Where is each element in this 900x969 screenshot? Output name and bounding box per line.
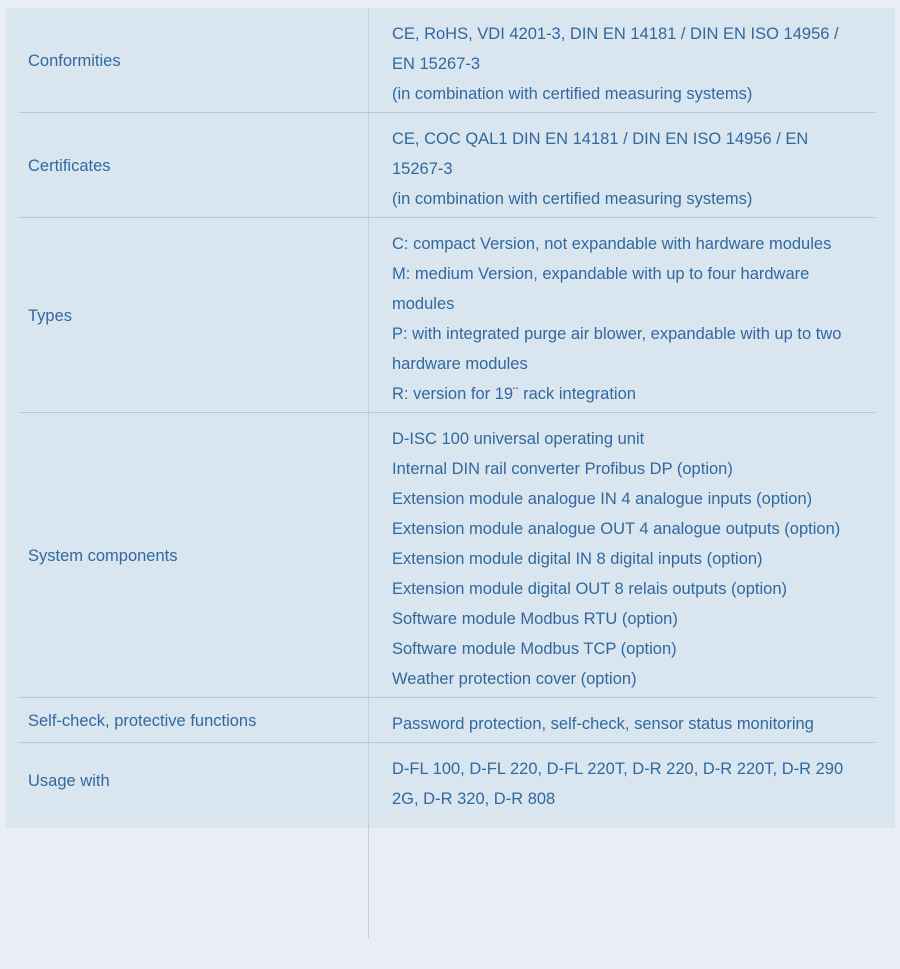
spec-line: CE, COC QAL1 DIN EN 14181 / DIN EN ISO 14956 / EN 15267-3 (392, 130, 809, 178)
spec-value (368, 743, 895, 818)
spec-line: Extension module analogue IN 4 analogue inputs (option) (392, 490, 813, 508)
spec-label: System components (28, 546, 178, 565)
spec-row-conformities (6, 8, 895, 113)
spec-line: (in combination with certified measuring systems) (392, 85, 753, 103)
spec-value (368, 218, 895, 413)
spec-label: Self-check, protective functions (28, 711, 257, 730)
spec-line: CE, RoHS, VDI 4201-3, DIN EN 14181 / DIN EN ISO 14956 / EN 15267-3 (392, 25, 839, 73)
spec-value (368, 113, 895, 218)
spec-line: Software module Modbus TCP (option) (392, 640, 677, 658)
spec-line: Extension module digital OUT 8 relais outputs (option) (392, 580, 787, 598)
spec-line: R: version for 19¨ rack integration (392, 385, 636, 403)
spec-label: Usage with (28, 771, 110, 790)
spec-row-self-check (6, 698, 895, 743)
spec-value (368, 698, 895, 743)
spec-row-system-components (6, 413, 895, 698)
spec-row-certificates (6, 113, 895, 218)
specification-table (6, 8, 895, 828)
spec-label: Certificates (28, 156, 111, 175)
spec-line: C: compact Version, not expandable with hardware modules (392, 235, 832, 253)
spec-line: Extension module analogue OUT 4 analogue outputs (option) (392, 520, 841, 538)
spec-line: D-ISC 100 universal operating unit (392, 430, 645, 448)
spec-row-usage-with (6, 743, 895, 818)
spec-line: Password protection, self-check, sensor status monitoring (392, 715, 814, 733)
spec-line: M: medium Version, expandable with up to four hardware modules (392, 265, 810, 313)
spec-line: (in combination with certified measuring systems) (392, 190, 753, 208)
spec-row-types (6, 218, 895, 413)
spec-line: Weather protection cover (option) (392, 670, 637, 688)
spec-label: Types (28, 306, 73, 325)
spec-line: P: with integrated purge air blower, expandable with up to two hardware modules (392, 325, 842, 373)
spec-value (368, 8, 895, 113)
spec-value (368, 413, 895, 698)
spec-line: D-FL 100, D-FL 220, D-FL 220T, D-R 220, D-R 220T, D-R 290 2G, D-R 320, D-R 808 (392, 760, 844, 808)
spec-line: Internal DIN rail converter Profibus DP (option) (392, 460, 733, 478)
spec-line: Extension module digital IN 8 digital inputs (option) (392, 550, 763, 568)
spec-line: Software module Modbus RTU (option) (392, 610, 678, 628)
spec-label: Conformities (28, 51, 121, 70)
